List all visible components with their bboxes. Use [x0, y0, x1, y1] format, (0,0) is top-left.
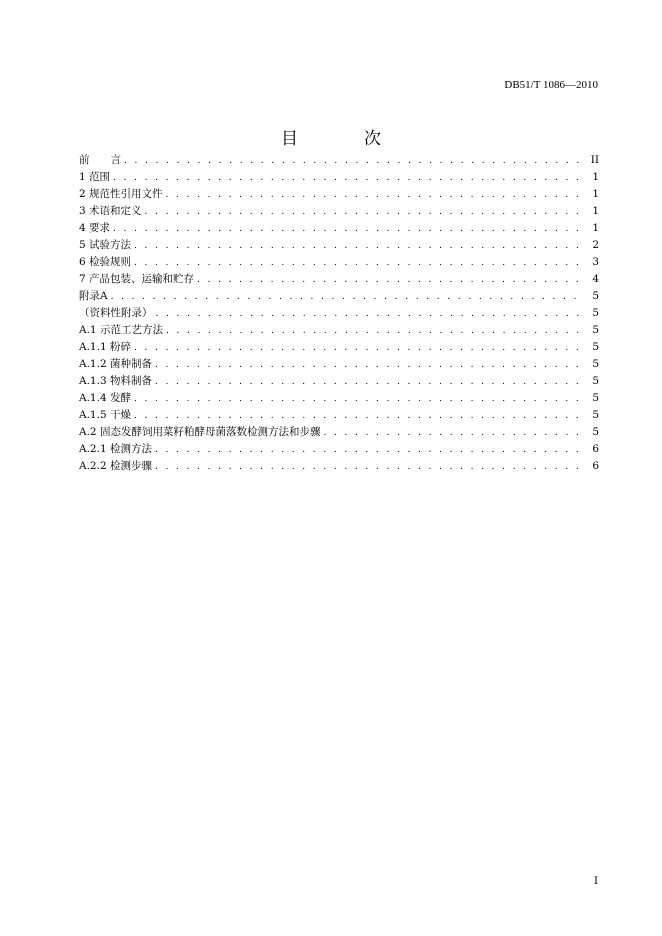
dot-leader — [145, 204, 585, 221]
toc-entry-page: 6 — [592, 443, 599, 455]
dot-leader — [197, 272, 585, 289]
toc-entry[interactable] — [79, 305, 599, 322]
toc-entry-label: A.1.1 粉碎 — [79, 341, 131, 353]
toc-entry-page: 5 — [592, 409, 599, 421]
toc-entry-page: 1 — [592, 188, 599, 200]
toc-entry[interactable] — [79, 271, 599, 288]
dot-leader — [113, 221, 585, 238]
toc-title-char-2: 次 — [364, 129, 381, 149]
toc-entry-page: 6 — [592, 460, 599, 472]
toc-title-char-1: 目 — [281, 129, 298, 149]
toc-entry-label: A.1.4 发酵 — [79, 392, 131, 404]
dot-leader — [166, 323, 585, 340]
toc-entry-label: 2 规范性引用文件 — [79, 188, 163, 200]
toc-entry-label: 7 产品包装、运输和贮存 — [79, 273, 195, 285]
toc-entry-label: A.1 示范工艺方法 — [79, 324, 163, 336]
dot-leader — [155, 357, 585, 374]
dot-leader — [134, 391, 585, 408]
toc-entry-label: A.2.1 检测方法 — [79, 443, 152, 455]
toc-title — [0, 124, 662, 149]
dot-leader — [124, 153, 585, 170]
toc-entry-label: 6 检验规则 — [79, 256, 132, 268]
dot-leader — [134, 340, 585, 357]
toc-entry-label: 前 言 — [79, 154, 121, 166]
toc-entry-page: II — [590, 154, 599, 166]
toc-entry-page: 5 — [592, 392, 599, 404]
toc-entry[interactable] — [79, 186, 599, 203]
toc-entry-page: 1 — [592, 205, 599, 217]
dot-leader — [166, 187, 585, 204]
dot-leader — [111, 289, 585, 306]
toc-entry-page: 5 — [592, 324, 599, 336]
toc-entry-page: 1 — [592, 171, 599, 183]
toc-entry-page: 3 — [592, 256, 599, 268]
toc-entry-page: 1 — [592, 222, 599, 234]
toc-entry[interactable] — [79, 254, 599, 271]
dot-leader — [134, 238, 585, 255]
toc-entry-label: 4 要求 — [79, 222, 111, 234]
toc-entry-label: A.1.5 干燥 — [79, 409, 131, 421]
toc-entry[interactable] — [79, 152, 599, 169]
toc-entry-page: 5 — [592, 307, 599, 319]
toc-entry-page: 5 — [592, 358, 599, 370]
toc-entry-label: A.2 固态发酵饲用菜籽粕酵母菌落数检测方法和步骤 — [79, 426, 321, 438]
toc-entry-label: 附录A — [79, 290, 108, 302]
toc-entry-page: 5 — [592, 375, 599, 387]
dot-leader — [155, 459, 585, 476]
toc-entry-page: 4 — [592, 273, 599, 285]
toc-entry[interactable] — [79, 424, 599, 441]
toc-entry-label: 3 术语和定义 — [79, 205, 142, 217]
toc-entry[interactable] — [79, 373, 599, 390]
toc-entry[interactable] — [79, 390, 599, 407]
toc-entry[interactable] — [79, 458, 599, 475]
toc-entry-label: 5 试验方法 — [79, 239, 132, 251]
toc-entry[interactable] — [79, 339, 599, 356]
toc-entry-page: 5 — [592, 341, 599, 353]
page-number: I — [594, 876, 598, 887]
dot-leader — [156, 306, 586, 323]
dot-leader — [134, 255, 585, 272]
toc-entry-page: 5 — [592, 290, 599, 302]
toc-entry-label: （资料性附录） — [79, 307, 153, 319]
toc-entry-label: A.1.2 菌种制备 — [79, 358, 152, 370]
dot-leader — [113, 170, 585, 187]
toc-entry[interactable] — [79, 288, 599, 305]
dot-leader — [155, 374, 585, 391]
toc-entry[interactable] — [79, 356, 599, 373]
dot-leader — [323, 425, 585, 442]
toc-entry[interactable] — [79, 203, 599, 220]
toc-entry[interactable] — [79, 441, 599, 458]
document-code: DB51/T 1086—2010 — [504, 79, 598, 91]
dot-leader — [155, 442, 585, 459]
toc-entry[interactable] — [79, 322, 599, 339]
toc-entry[interactable] — [79, 169, 599, 186]
toc-entry-label: A.1.3 物料制备 — [79, 375, 152, 387]
dot-leader — [134, 408, 585, 425]
toc-entry-page: 5 — [592, 426, 599, 438]
toc-entry-page: 2 — [592, 239, 599, 251]
toc-entry-label: 1 范围 — [79, 171, 111, 183]
table-of-contents — [79, 152, 599, 475]
toc-entry[interactable] — [79, 407, 599, 424]
toc-entry[interactable] — [79, 220, 599, 237]
toc-entry-label: A.2.2 检测步骤 — [79, 460, 152, 472]
toc-entry[interactable] — [79, 237, 599, 254]
